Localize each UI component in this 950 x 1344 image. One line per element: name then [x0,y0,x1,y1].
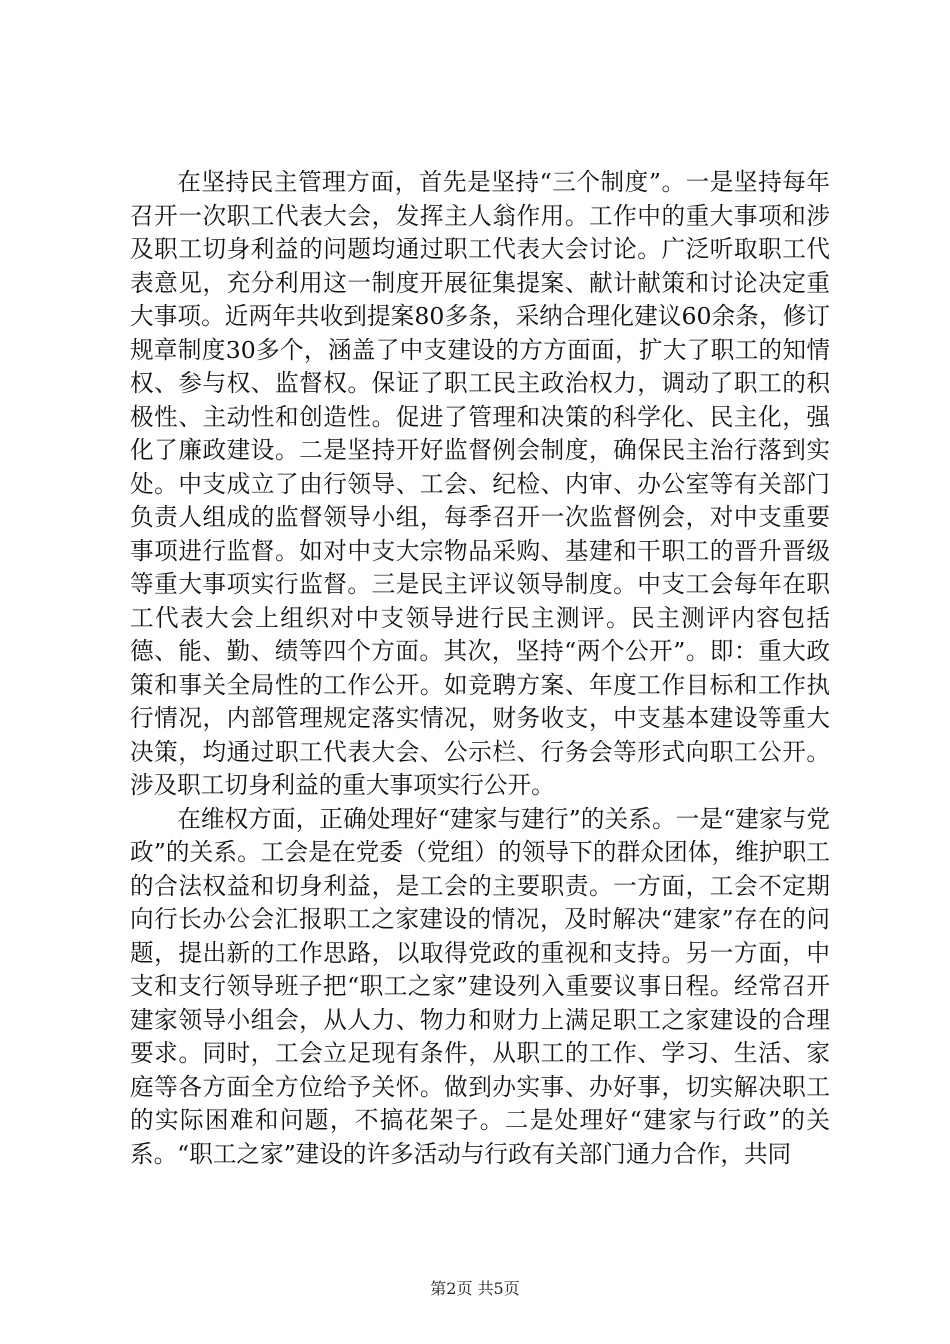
document-body [130,166,830,1171]
paragraph-democratic-management: 在坚持民主管理方面，首先是坚持“三个制度”。一是坚持每年召开一次职工代表大会，发挥主人翁作用。工作中的重大事项和涉及职工切身利益的问题均通过职工代表大会讨论。广泛听取职工代表意见，充分利用这一制度开展征集提案、献计献策和讨论决定重大事项。近两年共收到提案80多条，采纳合理化建议60余条，修订规章制度30多个，涵盖了中支建设的方方面面，扩大了职工的知情权、参与权、监督权。保证了职工民主政治权力，调动了职工的积极性、主动性和创造性。促进了管理和决策的科学化、民主化，强化了廉政建设。二是坚持开好监督例会制度，确保民主治行落到实处。中支成立了由行领导、工会、纪检、内审、办公室等有关部门负责人组成的监督领导小组，每季召开一次监督例会，对中支重要事项进行监督。如对中支大宗物品采购、基建和干职工的晋升晋级等重大事项实行监督。三是民主评议领导制度。中支工会每年在职工代表大会上组织对中支领导进行民主测评。民主测评内容包括德、能、勤、绩等四个方面。其次，坚持“两个公开”。即：重大政策和事关全局性的工作公开。如竞聘方案、年度工作目标和工作执行情况，内部管理规定落实情况，财务收支，中支基本建设等重大决策，均通过职工代表大会、公示栏、行务会等形式向职工公开。涉及职工切身利益的重大事项实行公开。 [130,168,830,799]
paragraph-rights-protection: 在维权方面，正确处理好“建家与建行”的关系。一是“建家与党政”的关系。工会是在党委（党组）的领导下的群众团体，维护职工的合法权益和切身利益，是工会的主要职责。一方面，工会不定期向行长办公会汇报职工之家建设的情况，及时解决“建家”存在的问题，提出新的工作思路，以取得党政的重视和支持。另一方面，中支和支行领导班子把“职工之家”建设列入重要议事日程。经常召开建家领导小组会，从人力、物力和财力上满足职工之家建设的合理要求。同时，工会立足现有条件，从职工的工作、学习、生活、家庭等各方面全方位给予关怀。做到办实事、办好事，切实解决职工的实际困难和问题，不搞花架子。二是处理好“建家与行政”的关系。“职工之家”建设的许多活动与行政有关部门通力合作，共同 [130,804,830,1168]
page-number-footer: 第2页 共5页 [430,1279,520,1298]
